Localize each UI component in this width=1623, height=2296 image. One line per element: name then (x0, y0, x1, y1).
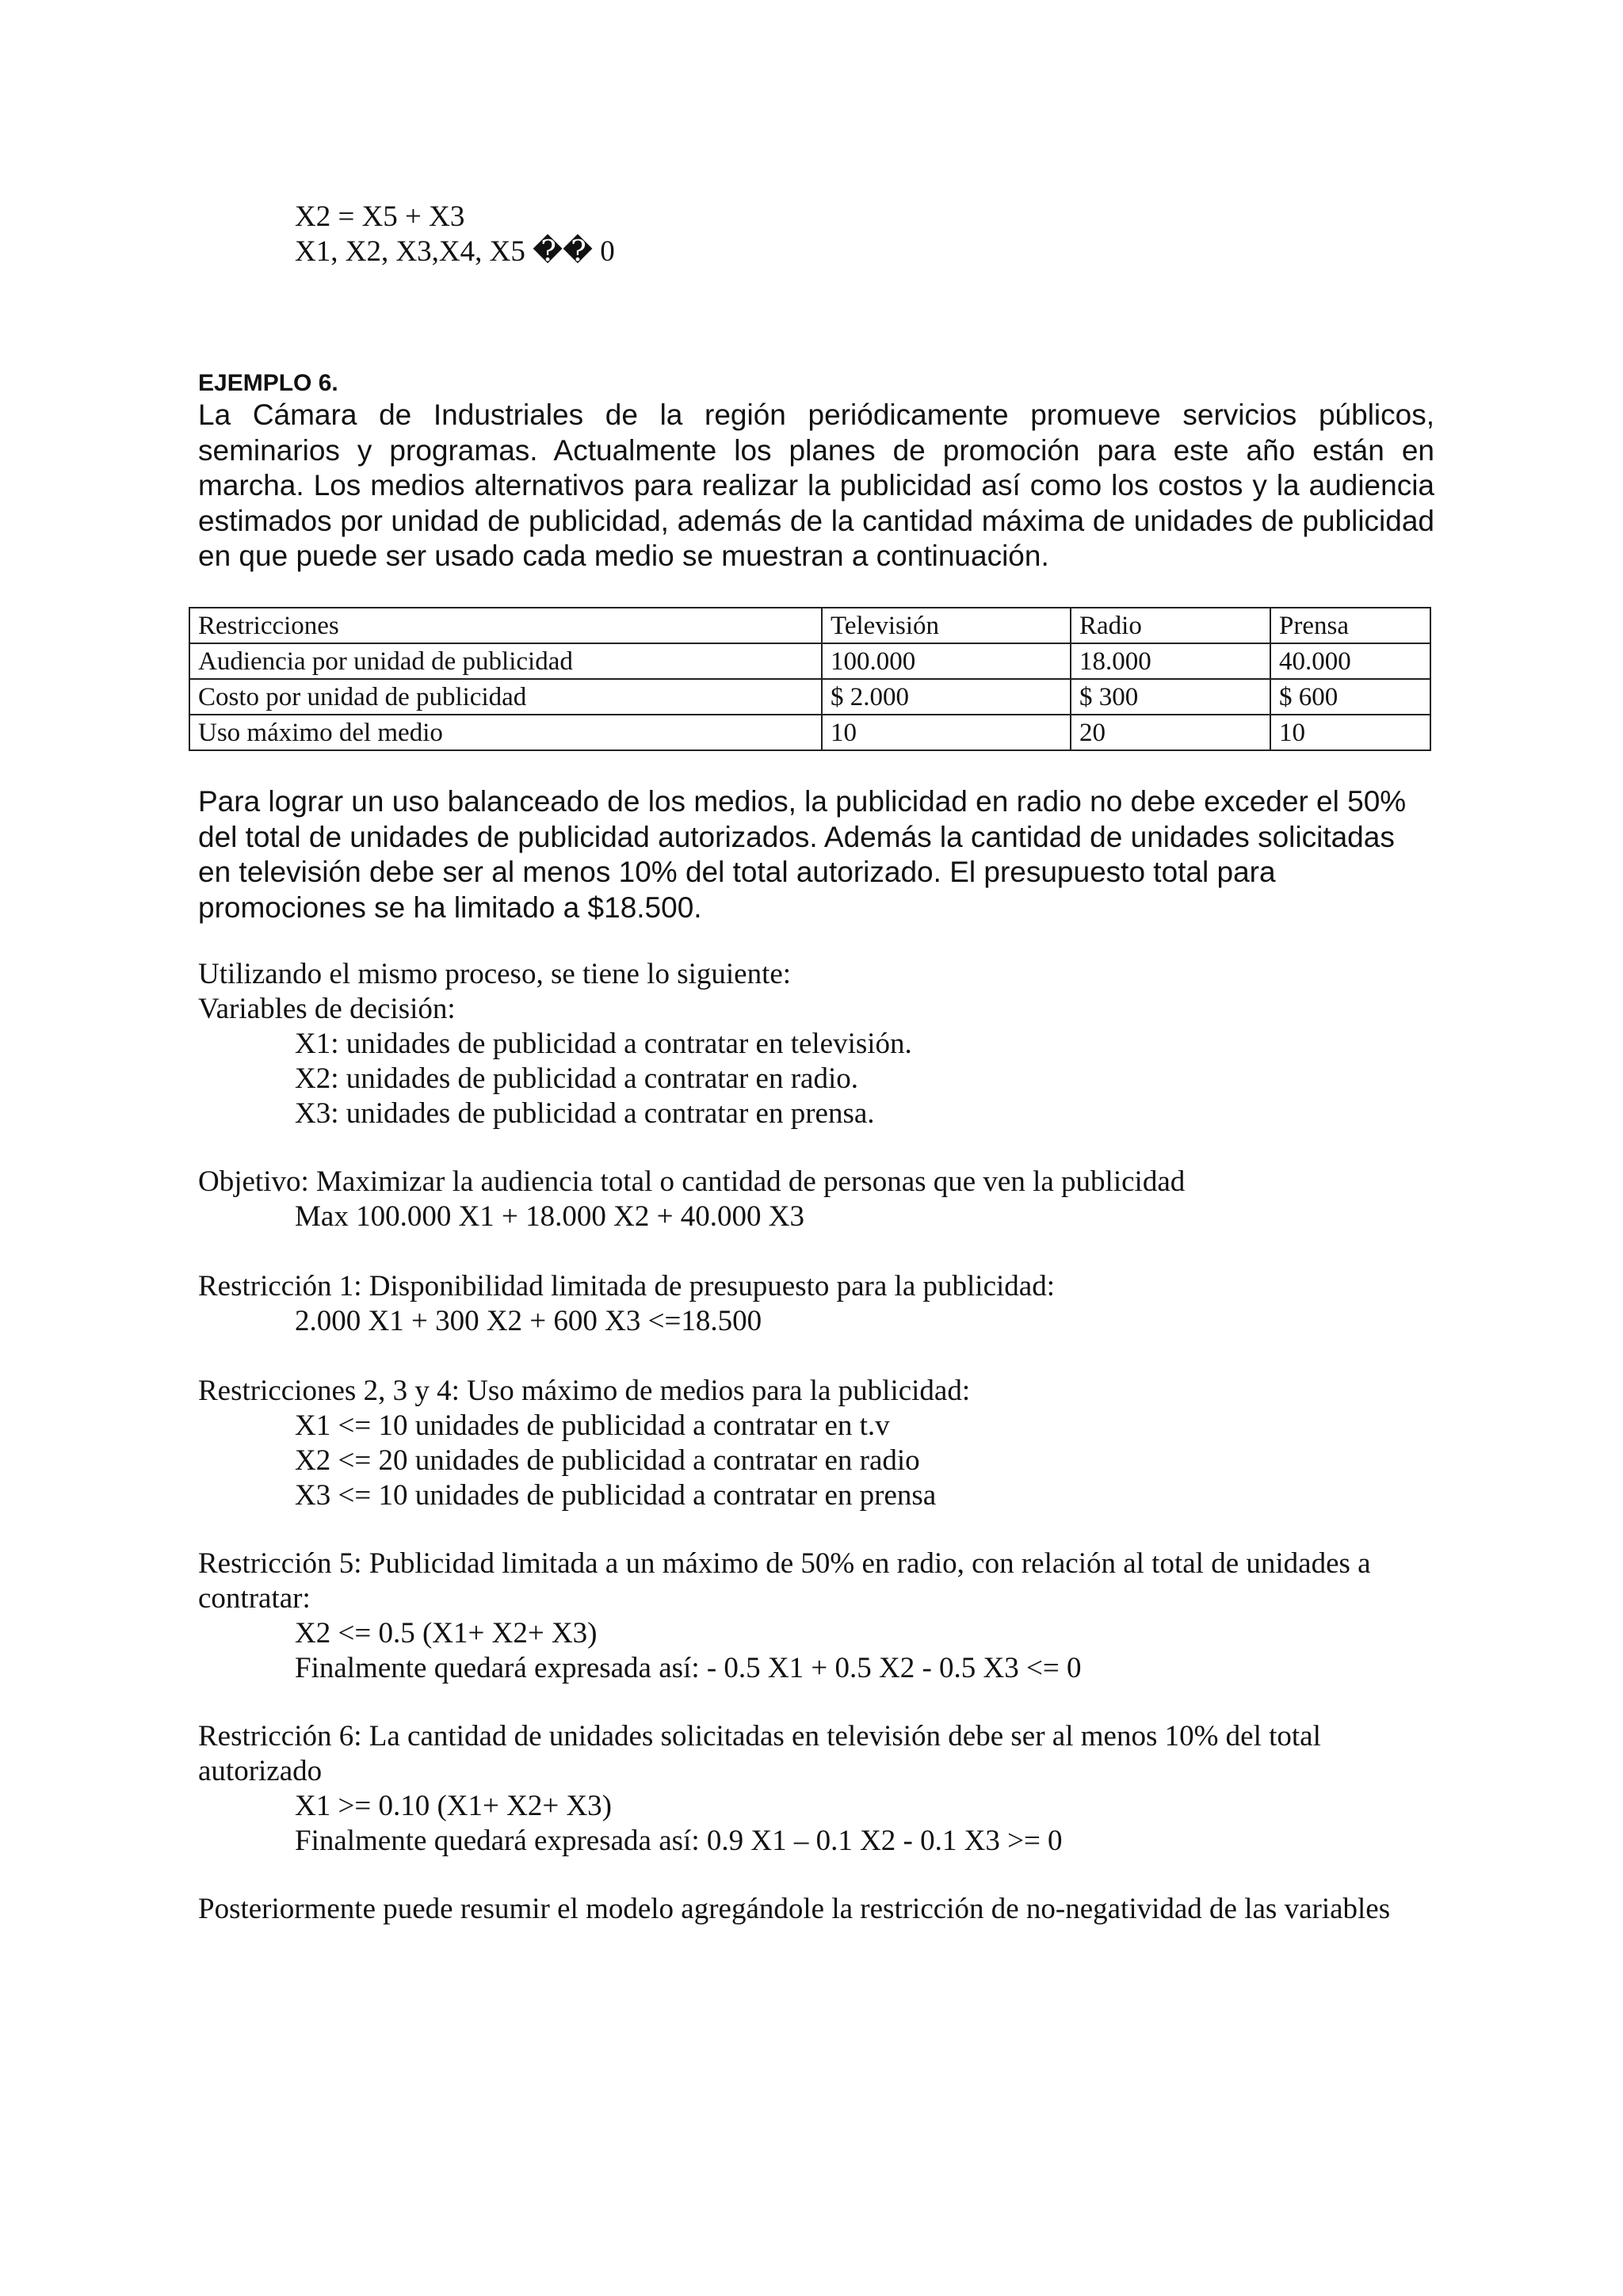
restrictions-2-4-heading: Restricciones 2, 3 y 4: Uso máximo de medios para la publicidad: (198, 1375, 971, 1407)
table-cell: 10 (822, 715, 1071, 750)
restriction-6-final: Finalmente quedará expresada así: 0.9 X1 – 0.1 X2 - 0.1 X3 >= 0 (295, 1825, 1063, 1857)
table-header-cell: Radio (1071, 608, 1270, 643)
equation-x2: X2 = X5 + X3 (295, 200, 465, 233)
table-header-cell: Prensa (1270, 608, 1430, 643)
objective-heading: Objetivo: Maximizar la audiencia total o cantidad de personas que ven la publicidad (198, 1165, 1186, 1198)
variable-line: X2: unidades de publicidad a contratar en radio. (295, 1062, 858, 1095)
variable-line: X1: unidades de publicidad a contratar en televisión. (295, 1028, 912, 1060)
restriction-6-heading-cont: autorizado (198, 1755, 323, 1787)
table-cell: 10 (1270, 715, 1430, 750)
restriction-5-final: Finalmente quedará expresada así: - 0.5 X1 + 0.5 X2 - 0.5 X3 <= 0 (295, 1652, 1082, 1684)
restriction-line: X1 <= 10 unidades de publicidad a contratar en t.v (295, 1409, 890, 1442)
restriction-5-heading-cont: contratar: (198, 1582, 311, 1615)
variable-line: X3: unidades de publicidad a contratar en prensa. (295, 1097, 875, 1130)
table-cell: Costo por unidad de publicidad (189, 679, 822, 715)
restriction-line: X3 <= 10 unidades de publicidad a contratar en prensa (295, 1479, 937, 1512)
table-cell: $ 300 (1071, 679, 1270, 715)
table-row (189, 715, 1430, 750)
table-header-cell: Televisión (822, 608, 1071, 643)
balance-paragraph: Para lograr un uso balanceado de los medios, la publicidad en radio no debe exceder el 50% del total de unidades de publicidad autorizados. Además la cantidad de unidades solicitadas en televisión debe ser al menos 10% del total autorizado. El presupuesto total para promociones se ha limitado a $18.500. (198, 785, 1407, 924)
table-row (189, 679, 1430, 715)
table-cell: $ 600 (1270, 679, 1430, 715)
table-cell: $ 2.000 (822, 679, 1071, 715)
example-intro-paragraph: La Cámara de Industriales de la región periódicamente promueve servicios públicos, seminarios y programas. Actualmente los planes de promoción para este año están en marcha. Los medios alternativos para realizar la publicidad así como los costos y la audiencia estimados por unidad de publicidad, además de la cantidad máxima de unidades de publicidad en que puede ser usado cada medio se muestran a continuación. (198, 399, 1434, 572)
table-cell: 40.000 (1270, 643, 1430, 679)
table-cell: 18.000 (1071, 643, 1270, 679)
non-negativity-line: X1, X2, X3,X4, X5 �� 0 (295, 235, 615, 268)
restriction-5-heading: Restricción 5: Publicidad limitada a un máximo de 50% en radio, con relación al total de unidades a (198, 1547, 1371, 1580)
restriction-1-heading: Restricción 1: Disponibilidad limitada de presupuesto para la publicidad: (198, 1270, 1055, 1302)
table-header-cell: Restricciones (189, 608, 822, 643)
restriction-5-expression: X2 <= 0.5 (X1+ X2+ X3) (295, 1617, 598, 1650)
restriction-6-heading: Restricción 6: La cantidad de unidades solicitadas en televisión debe ser al menos 10% del total (198, 1720, 1321, 1753)
restriction-6-expression: X1 >= 0.10 (X1+ X2+ X3) (295, 1790, 612, 1822)
restriction-1-expression: 2.000 X1 + 300 X2 + 600 X3 <=18.500 (295, 1305, 762, 1337)
table-row (189, 643, 1430, 679)
closing-line: Posteriormente puede resumir el modelo agregándole la restricción de no-negatividad de las variables (198, 1893, 1391, 1925)
restriction-line: X2 <= 20 unidades de publicidad a contratar en radio (295, 1444, 920, 1477)
table-header-row (189, 608, 1430, 643)
objective-expression: Max 100.000 X1 + 18.000 X2 + 40.000 X3 (295, 1200, 804, 1233)
example-title: EJEMPLO 6. (198, 370, 338, 396)
table-cell: 100.000 (822, 643, 1071, 679)
media-data-table (189, 607, 1431, 751)
variables-heading: Variables de decisión: (198, 993, 456, 1025)
table-cell: Audiencia por unidad de publicidad (189, 643, 822, 679)
table-cell: 20 (1071, 715, 1270, 750)
model-intro-line: Utilizando el mismo proceso, se tiene lo siguiente: (198, 958, 792, 990)
table-cell: Uso máximo del medio (189, 715, 822, 750)
